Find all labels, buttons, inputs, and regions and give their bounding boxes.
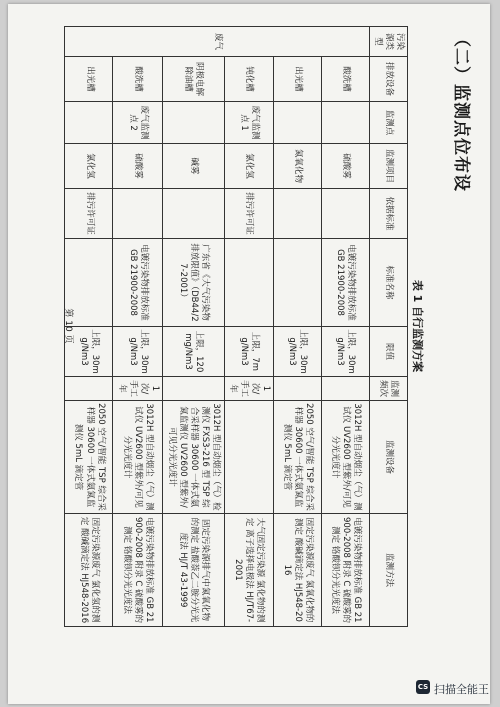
cell-frequency: 1 次/手工年 [224,377,273,401]
cell-point: 废气监测点 2 [113,102,162,144]
cell-equipment: 阴极电解除油槽 [162,57,224,102]
cell-equipment: 酸洗槽 [321,57,369,102]
camscanner-watermark-text: 扫描全能王 [434,683,489,696]
cell-device: 3012H 型自动烟尘（气）测试仪 UV2600 型紫外/可见分光光度计 [113,401,162,514]
cell-frequency [162,377,224,401]
cell-item: 氯化氢 [65,144,113,189]
cell-item: 硫酸雾 [113,144,162,189]
cell-method: 固定污染源废气 氮氧化物的测定 酸碱滴定法 HJ548-2016 [273,514,321,627]
table-caption: 表 1 自行监测方案 [411,279,424,373]
table-row [113,27,162,627]
cell-device: 2050 空气/智能 TSP 综合采样器 30600 一体式氨氮监测仪 5mL 滴定管 [273,401,321,514]
cell-equipment: 出光槽 [65,57,113,102]
page-number: 第 10 页 [63,308,73,344]
cell-device: 2050 空气/智能 TSP 综合采样器 30600 一体式氨氮监测仪 5mL 滴定管 [65,401,113,514]
col-header-device: 监测设备 [369,401,407,514]
cell-limit: 上限，120mg/Nm3 [162,327,224,377]
cell-frequency [321,377,369,401]
cell-pollution-type: 废气 [65,27,369,57]
cell-item: 硫酸雾 [321,144,369,189]
cell-method: 固定污染源排气中氮氧化物的测定 盐酸萘乙二胺分光光度法 HJ/T 43-1999 [162,514,224,627]
col-header-limit: 限值 [369,327,407,377]
cell-point [273,102,321,144]
col-header-item: 监测项目 [369,144,407,189]
cell-point [162,102,224,144]
monitoring-plan-table [64,26,408,627]
cell-equipment: 钝化槽 [224,57,273,102]
col-header-standard: 标准名称 [369,239,407,327]
cell-item: 氯化氢 [224,144,273,189]
cell-basis [113,189,162,239]
cell-basis: 排污许可证 [65,189,113,239]
table-row [162,27,224,627]
cell-item: 氮氧化物 [273,144,321,189]
table-header-row [369,27,407,627]
cell-limit: 上限，30mg/Nm3 [113,327,162,377]
col-header-equipment: 排放设备 [369,57,407,102]
cell-frequency [273,377,321,401]
cell-basis [273,189,321,239]
section-heading: （二）监测点位布设 [451,30,471,192]
cell-basis: 排污许可证 [224,189,273,239]
cell-equipment: 出光槽 [273,57,321,102]
cell-standard: 广东省《大气污染物排放限值》（DB44/27-2001） [162,239,224,327]
col-header-frequency: 监测频次 [369,377,407,401]
cell-basis [321,189,369,239]
cell-point [321,102,369,144]
cell-standard: 电镀污染物排放标准 GB 21900-2008 [113,239,162,327]
table-row [224,27,273,627]
cell-standard [273,239,321,327]
cell-standard: 电镀污染物排放标准 GB 21900-2008 [321,239,369,327]
cell-limit: 上限，30mg/Nm3 [65,327,113,377]
camscanner-logo-icon: CS [416,680,430,694]
cell-device [224,401,273,514]
cell-equipment: 酸洗槽 [113,57,162,102]
cell-limit: 上限，7mg/Nm3 [224,327,273,377]
col-header-method: 监测方法 [369,514,407,627]
cell-item: 碱雾 [162,144,224,189]
cell-standard [224,239,273,327]
rotated-content [48,16,478,636]
cell-device: 3012H 型自动烟尘（气）检测仪 FXS3-216 型 TSP 综合采样器 30600 一体式氨氮监测仪 UV2600 型紫外/可见分光光度计 [162,401,224,514]
cell-limit: 上限，30mg/Nm3 [321,327,369,377]
cell-point: 废气监测点 1 [224,102,273,144]
cell-limit: 上限，30mg/Nm3 [273,327,321,377]
cell-method: 大气固定污染源 氯化物的测定 离子选择电极法 HJ/T67-2001 [224,514,273,627]
cell-frequency: 1 次/手工年 [113,377,162,401]
table-row [321,27,369,627]
cell-method: 固定污染源废气 氯化氢的测定 酸碱滴定法 HJ548-2016 [65,514,113,627]
col-header-pollution-type: 污染源类型 [369,27,407,57]
cell-device: 3012H 型自动烟尘（气）测试仪 UV2600 型紫外/可见分光光度计 [321,401,369,514]
col-header-basis: 依据标准 [369,189,407,239]
col-header-point: 监测点 [369,102,407,144]
cell-basis [162,189,224,239]
cell-method: 电镀污染物排放标准 GB 21900-2008 附录 C 硫酸雾的测定 铬酸钡分光光度法 [113,514,162,627]
cell-method: 电镀污染物排放标准 GB 21900-2008 附录 C 硫酸雾的测定 铬酸钡分光光度法 [321,514,369,627]
table-row [273,27,321,627]
scanned-page [8,4,490,704]
